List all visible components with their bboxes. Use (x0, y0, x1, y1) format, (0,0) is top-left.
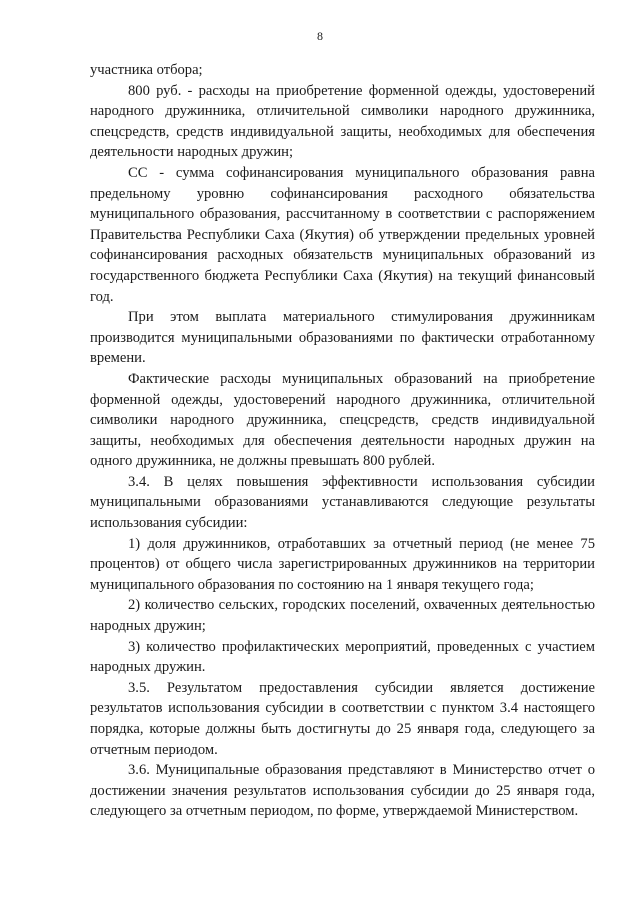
paragraph-cofinancing-definition: СС - сумма софинансирования муниципального образования равна предельному уровню софинансирования расходного обязательства муниципального образования, рассчитанному в соответствии с распоряжением Правительства Республики Саха (Якутия) об утверждении предельных уровней софинансирования расходных обязательств муниципальных образований из государственного бюджета Республики Саха (Якутия) на текущий финансовый год. (90, 164, 595, 305)
list-item-result-2: 2) количество сельских, городских поселений, охваченных деятельностью народных дружин; (90, 597, 595, 635)
paragraph-clause-3-4: 3.4. В целях повышения эффективности использования субсидии муниципальными образованиями устанавливаются следующие результаты использования субсидии: (90, 473, 595, 532)
paragraph-payment-note: При этом выплата материального стимулирования дружинникам производится муниципальными образованиями по фактически отработанному времени. (90, 309, 595, 367)
paragraph-clause-3-5: 3.5. Результатом предоставления субсидии является достижение результатов использования субсидии в соответствии с пунктом 3.4 настоящего порядка, которые должны быть достигнуты до 25 января года, следующего за отчетным периодом. (90, 679, 595, 758)
page-number: 8 (317, 29, 323, 43)
paragraph-800-rub-expenses: 800 руб. - расходы на приобретение форменной одежды, удостоверений народного дружинника, отличительной символики народного дружинника, спецсредств, средств индивидуальной защиты, необходимых для обеспечения деятельности народных дружин; (90, 82, 595, 161)
paragraph-participant-end: участника отбора; (90, 62, 203, 78)
list-item-result-1: 1) доля дружинников, отработавших за отчетный период (не менее 75 процентов) от общего числа зарегистрированных дружинников на территории муниципального образования по состоянию на 1 января текущего года; (90, 535, 595, 593)
paragraph-actual-expenses: Фактические расходы муниципальных образований на приобретение форменной одежды, удостоверений народного дружинника, отличительной символики народного дружинника, спецсредств, средств индивидуальной защиты, необходимых для обеспечения деятельности народных дружин на одного дружинника, не должны превышать 800 рублей. (90, 370, 595, 470)
document-body (90, 60, 595, 822)
paragraph-clause-3-6: 3.6. Муниципальные образования представляют в Министерство отчет о достижении значения результатов использования субсидии до 25 января года, следующего за отчетным периодом, по форме, утверждаемой Министерством. (90, 762, 595, 820)
list-item-result-3: 3) количество профилактических мероприятий, проведенных с участием народных дружин. (90, 638, 595, 676)
